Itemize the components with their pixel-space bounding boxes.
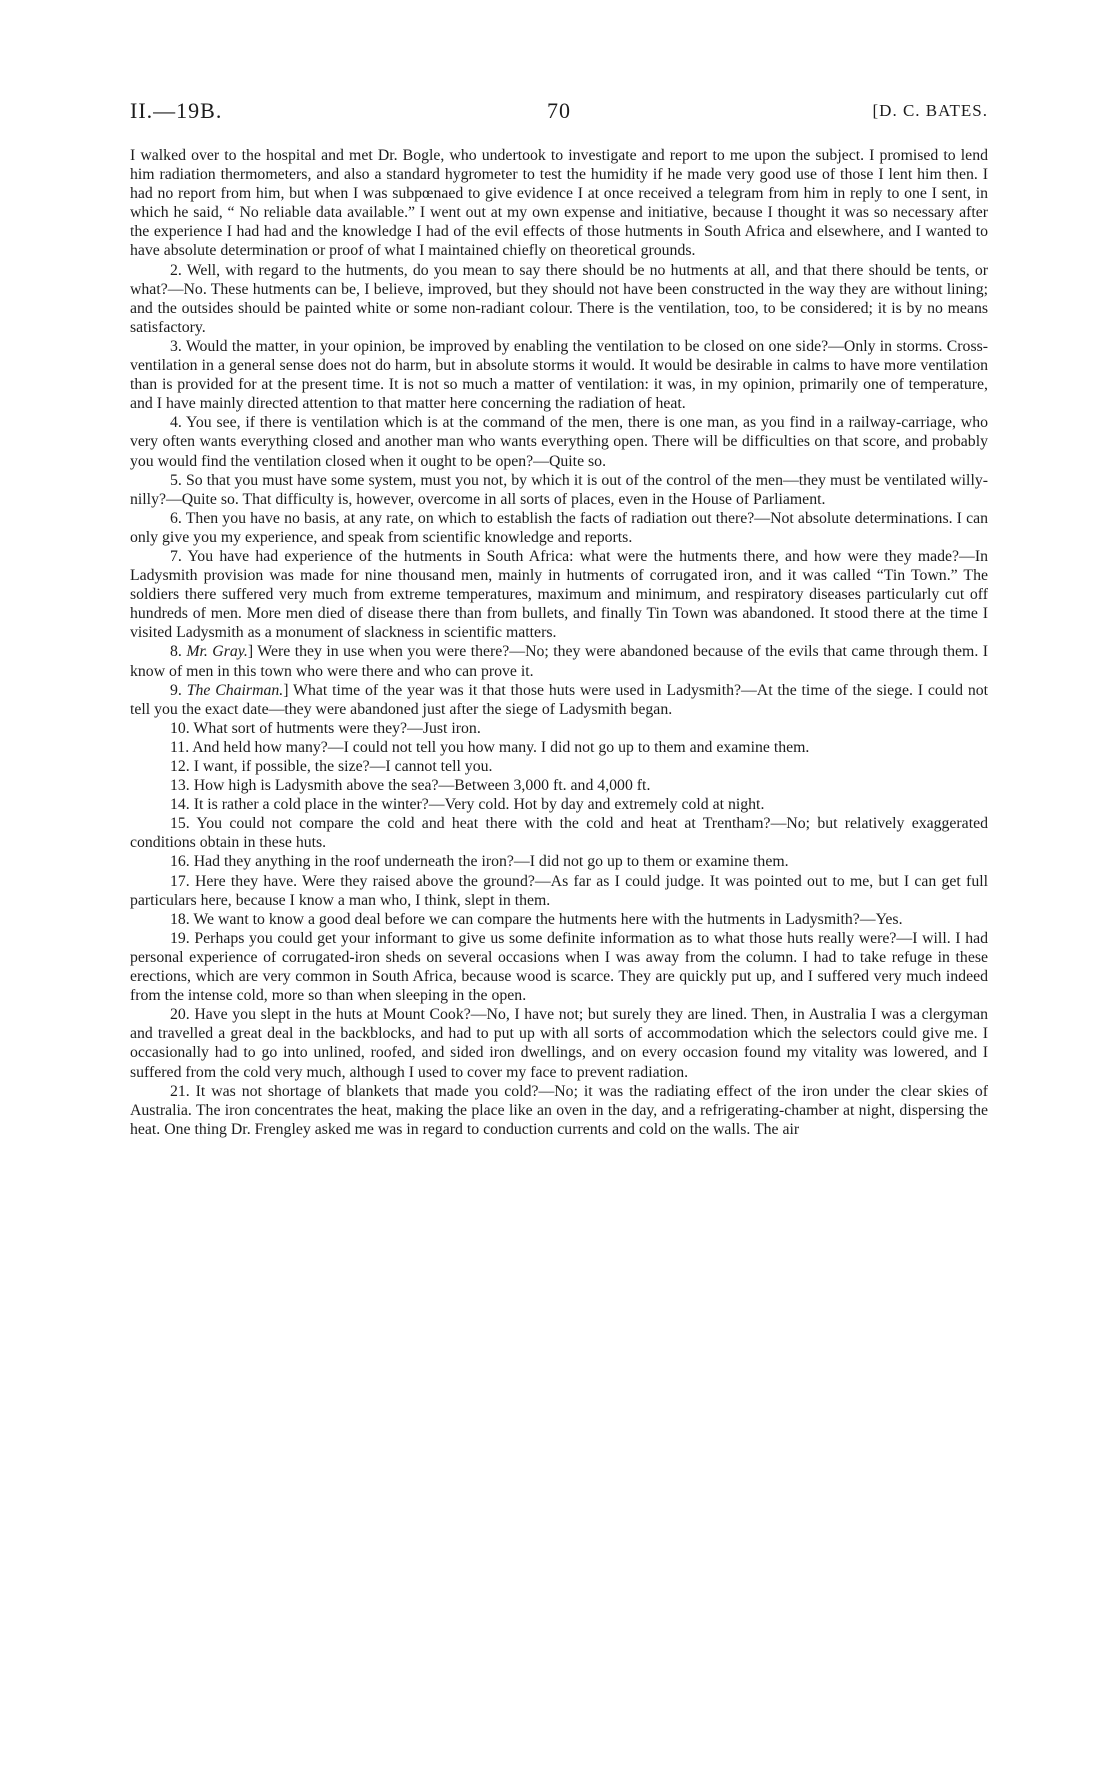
speaker-name: Mr. Gray. (186, 643, 248, 661)
paragraph: 19. Perhaps you could get your informant to give us some definite information as to what those huts really were?—I will. I had personal experience of corrugated-iron sheds on several occasions when I was away from the column. I had to take refuge in these erections, which are very common in South Africa, because wood is scarce. They are quickly put up, and I suffered very much indeed from the intense cold, more so than when sleeping in the open. (130, 929, 988, 1005)
paragraph: 21. It was not shortage of blankets that made you cold?—No; it was the radiating effect of the iron under the clear skies of Australia. The iron concentrates the heat, making the place like an oven in the day, and a refrigerating-chamber at night, dispersing the heat. One thing Dr. Frengley asked me was in regard to conduction currents and cold on the walls. The air (130, 1082, 988, 1138)
paragraph: 11. And held how many?—I could not tell you how many. I did not go up to them and examine them. (170, 738, 810, 756)
witness-name: [D. C. BATES. (872, 101, 988, 120)
question-number: 9. (170, 681, 187, 699)
paragraph: 17. Here they have. Were they raised above the ground?—As far as I could judge. It was pointed out to me, but I can get full particulars here, because I know a man who, I think, slept in them. (130, 872, 988, 909)
paragraph: 18. We want to know a good deal before we can compare the hutments here with the hutments in Ladysmith?—Yes. (170, 910, 903, 928)
speaker-name: The Chairman. (186, 681, 284, 699)
paragraph: 16. Had they anything in the roof underneath the iron?—I did not go up to them or examine them. (170, 853, 789, 871)
paragraph: 5. So that you must have some system, must you not, by which it is out of the control of the men—they must be ventilated willy-nilly?—Quite so. That difficulty is, however, overcome in all sorts of places, even in the House of Parliament. (130, 471, 988, 508)
paragraph: 13. How high is Ladysmith above the sea?—Between 3,000 ft. and 4,000 ft. (170, 777, 651, 795)
paragraph: 15. You could not compare the cold and heat there with the cold and heat at Trentham?—No; but relatively exaggerated conditions obtain in these huts. (130, 815, 988, 852)
paragraph (130, 681, 988, 719)
paragraph: 10. What sort of hutments were they?—Just iron. (170, 719, 481, 737)
paragraph: I walked over to the hospital and met Dr. Bogle, who undertook to investigate and report to me upon the subject. I promised to lend him radiation thermometers, and also a standard hygrometer to test the humidity if he made very good use of those I lent him then. I had no report from him, but when I was subpœnaed to give evidence I at once received a telegram from him in reply to one I sent, in which he said, “ No reliable data available.” I went out at my own expense and initiative, because I thought it was so necessary after the experience I had had and the knowledge I had of the evil effects of those hutments in South Africa and elsewhere, and I wanted to have absolute determination or proof of what I maintained chiefly on theoretical grounds. (130, 147, 988, 260)
paragraph: 3. Would the matter, in your opinion, be improved by enabling the ventilation to be closed on one side?—Only in storms. Cross-ventilation in a general sense does not do harm, but in absolute storms it would. It would be desirable in calms to have more ventilation than is provided for at the present time. It is not so much a matter of ventilation: it was, in my opinion, primarily one of temperature, and I have mainly directed attention to that matter here concerning the radiation of heat. (130, 337, 988, 413)
paragraph: 14. It is rather a cold place in the winter?—Very cold. Hot by day and extremely cold at night. (170, 796, 765, 814)
paragraph: 20. Have you slept in the huts at Mount Cook?—No, I have not; but surely they are lined. Then, in Australia I was a clergyman and travelled a great deal in the backblocks, and had to put up with all sorts of accommodation which the selectors could give me. I occasionally had to go into unlined, roofed, and sided iron dwellings, and on every occasion found my vitality was lowered, and I suffered from the cold very much, although I used to cover my face to prevent radiation. (130, 1006, 988, 1081)
question-number: 8. (170, 643, 187, 661)
paragraph-text: ] Were they in use when you were there?—No; they were abandoned because of the evils that came through them. I know of men in this town who were there and who can prove it. (130, 643, 989, 680)
paragraph (130, 642, 988, 680)
paragraph: 2. Well, with regard to the hutments, do you mean to say there should be no hutments at all, and that there should be tents, or what?—No. These hutments can be, I believe, improved, but they should not have been constructed in the way they are without lining; and the outsides should be painted white or some non-radiant colour. There is the ventilation, too, to be considered; it is by no means satisfactory. (130, 261, 988, 336)
paragraph: 12. I want, if possible, the size?—I cannot tell you. (170, 758, 493, 775)
page-body (130, 146, 988, 1139)
page-header (130, 98, 988, 128)
paragraph: 6. Then you have no basis, at any rate, on which to establish the facts of radiation out there?—Not absolute determinations. I can only give you my experience, and speak from scientific knowledge and reports. (130, 509, 988, 546)
paragraph-text: ] What time of the year was it that those huts were used in Ladysmith?—At the time of the siege. I could not tell you the exact date—they were abandoned just after the siege of Ladysmith began. (130, 681, 989, 718)
page-number: 70 (547, 98, 571, 123)
document-reference: II.—19B. (130, 98, 223, 123)
paragraph: 7. You have had experience of the hutments in South Africa: what were the hutments there, and how were they made?—In Ladysmith provision was made for nine thousand men, mainly in hutments of corrugated iron, and it was called “Tin Town.” The soldiers there suffered very much from extreme temperatures, maximum and minimum, and respiratory diseases particularly cut off hundreds of men. More men died of disease there than from bullets, and finally Tin Town was abandoned. It stood there at the time I visited Ladysmith as a monument of slackness in scientific matters. (130, 547, 988, 642)
paragraph: 4. You see, if there is ventilation which is at the command of the men, there is one man, as you find in a railway-carriage, who very often wants everything closed and another man who wants everything open. There will be difficulties on that score, and probably you would find the ventilation closed when it ought to be open?—Quite so. (130, 414, 988, 470)
